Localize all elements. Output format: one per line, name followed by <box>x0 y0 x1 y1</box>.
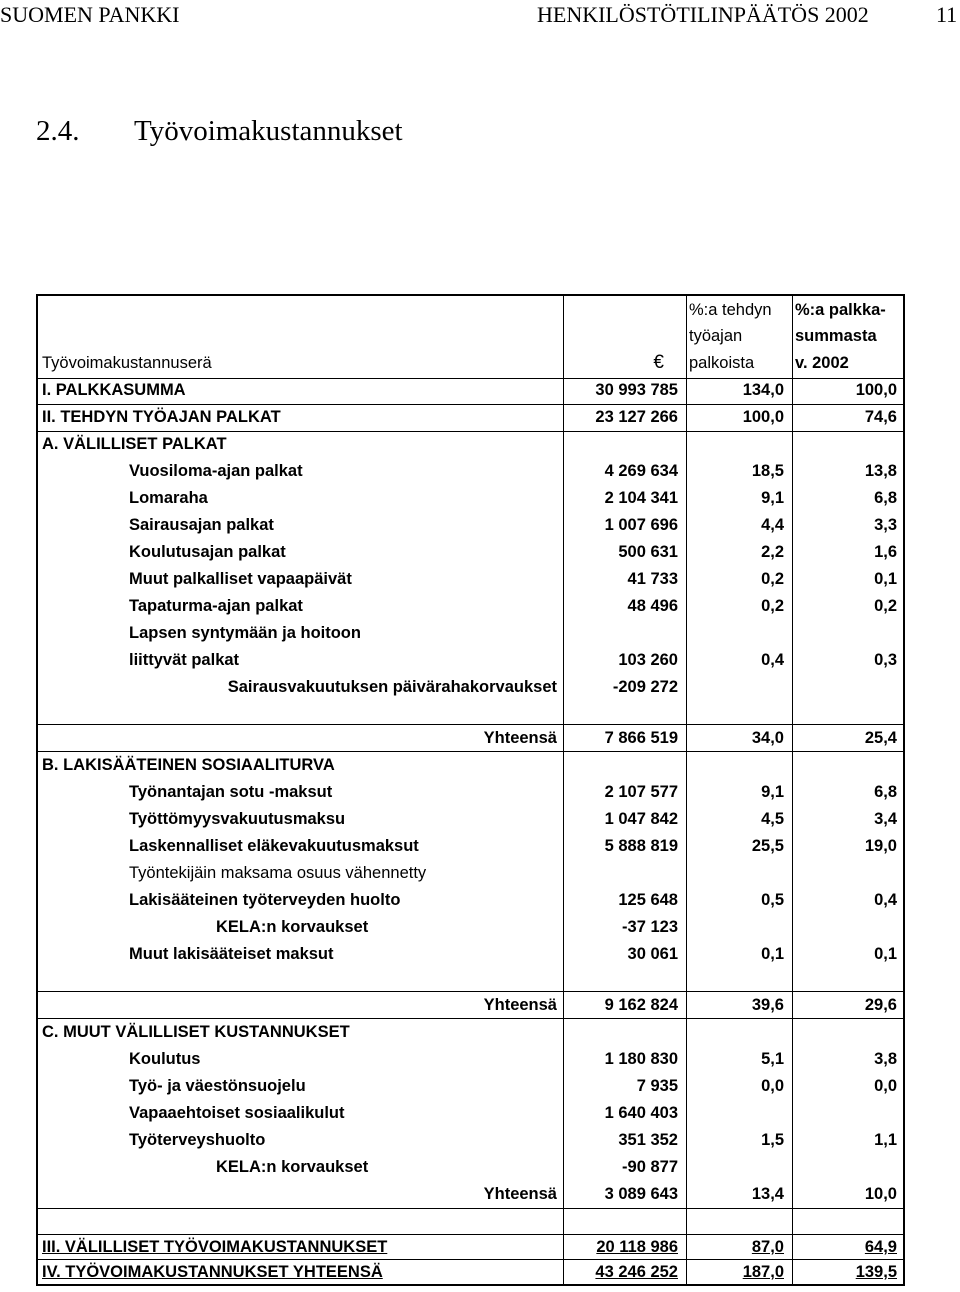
table-row-iii-pct-sum: 64,9 <box>864 1238 897 1256</box>
table-row-a2-pct-work: 9,1 <box>761 489 784 507</box>
table-row-c1-euro: 1 180 830 <box>604 1050 678 1068</box>
row-divider <box>38 1234 905 1235</box>
table-row-a3-pct-work: 4,4 <box>761 516 784 534</box>
table-row-a8-euro: -209 272 <box>612 678 678 696</box>
table-row-a5-label: Muut palkalliset vapaapäivät <box>129 570 352 588</box>
section-a-title: A. VÄLILLISET PALKAT <box>42 435 227 453</box>
row-divider <box>38 1208 905 1209</box>
table-row-b5-label: Lakisääteinen työterveyden huolto <box>129 891 401 909</box>
col-divider-3 <box>792 296 793 1284</box>
table-row-c4-pct-work: 1,5 <box>761 1131 784 1149</box>
table-row-b6-euro: -37 123 <box>622 918 678 936</box>
table-row-b1-pct-work: 9,1 <box>761 783 784 801</box>
table-row-b2-label: Työttömyysvakuutusmaksu <box>129 810 346 828</box>
table-row-a_total-pct-work: 34,0 <box>751 729 784 747</box>
table-row-c1-label: Koulutus <box>129 1050 201 1068</box>
table-row-b5-pct-sum: 0,4 <box>874 891 897 909</box>
table-row-b7-pct-sum: 0,1 <box>874 945 897 963</box>
table-row-a3-euro: 1 007 696 <box>604 516 678 534</box>
pct-sum-header-line1: %:a palkka- <box>795 301 886 319</box>
table-row-c5-euro: -90 877 <box>622 1158 678 1176</box>
table-row-c4-euro: 351 352 <box>618 1131 678 1149</box>
labour-cost-table <box>36 294 905 1286</box>
table-row-a5-pct-work: 0,2 <box>761 570 784 588</box>
table-row-a_total-euro: 7 866 519 <box>604 729 678 747</box>
table-row-a7-pct-work: 0,4 <box>761 651 784 669</box>
row-divider <box>38 1018 905 1019</box>
table-row-c1-pct-sum: 3,8 <box>874 1050 897 1068</box>
table-row-b_total-label: Yhteensä <box>483 996 557 1014</box>
section-b-title: B. LAKISÄÄTEINEN SOSIAALITURVA <box>42 756 335 774</box>
table-row-a2-label: Lomaraha <box>129 489 208 507</box>
table-row-c1-pct-work: 5,1 <box>761 1050 784 1068</box>
table-row-b3-pct-work: 25,5 <box>751 837 784 855</box>
euro-column-header: € <box>653 352 664 373</box>
table-row-iii-pct-work: 87,0 <box>751 1238 784 1256</box>
col-divider-1 <box>563 296 564 1284</box>
pct-sum-header-line2: summasta <box>795 327 877 345</box>
table-row-a7-label: liittyvät palkat <box>129 651 240 669</box>
item-column-header: Työvoimakustannuserä <box>42 354 212 372</box>
row-divider <box>38 404 905 405</box>
table-row-c3-label: Vapaaehtoiset sosiaalikulut <box>129 1104 345 1122</box>
col-divider-2 <box>686 296 687 1284</box>
section-number: 2.4. <box>36 115 80 147</box>
pct-work-header-line2: työajan <box>689 327 743 345</box>
table-row-b3-pct-sum: 19,0 <box>864 837 897 855</box>
table-row-a6-pct-work: 0,2 <box>761 597 784 615</box>
section-b-note: Työntekijäin maksama osuus vähennetty <box>129 864 427 882</box>
table-row-a1-pct-work: 18,5 <box>751 462 784 480</box>
table-row-a7-euro: 103 260 <box>618 651 678 669</box>
table-row-palkkasumma-pct-work: 134,0 <box>742 381 784 399</box>
table-row-b7-euro: 30 061 <box>627 945 678 963</box>
table-row-tehdyn-pct-sum: 74,6 <box>864 408 897 426</box>
table-row-iv-label: IV. TYÖVOIMAKUSTANNUKSET YHTEENSÄ <box>42 1263 383 1281</box>
table-row-palkkasumma-label: I. PALKKASUMMA <box>42 381 186 399</box>
table-row-a6-label: Tapaturma-ajan palkat <box>129 597 303 615</box>
table-row-iv-pct-sum: 139,5 <box>855 1263 897 1281</box>
table-row-b1-pct-sum: 6,8 <box>874 783 897 801</box>
table-row-a5-pct-sum: 0,1 <box>874 570 897 588</box>
row-divider <box>38 378 905 379</box>
pct-sum-header-line3: v. 2002 <box>795 354 849 372</box>
section-c-title: C. MUUT VÄLILLISET KUSTANNUKSET <box>42 1023 350 1041</box>
table-row-b_total-pct-sum: 29,6 <box>864 996 897 1014</box>
table-row-a2-euro: 2 104 341 <box>604 489 678 507</box>
table-row-b2-euro: 1 047 842 <box>604 810 678 828</box>
section-name: Työvoimakustannukset <box>134 115 403 147</box>
table-row-c3-euro: 1 640 403 <box>604 1104 678 1122</box>
table-row-b2-pct-work: 4,5 <box>761 810 784 828</box>
table-row-b_total-pct-work: 39,6 <box>751 996 784 1014</box>
table-row-a1-pct-sum: 13,8 <box>864 462 897 480</box>
table-row-b3-label: Laskennalliset eläkevakuutusmaksut <box>129 837 419 855</box>
table-row-c4-pct-sum: 1,1 <box>874 1131 897 1149</box>
table-row-c2-label: Työ- ja väestönsuojelu <box>129 1077 306 1095</box>
header-bank-name: SUOMEN PANKKI <box>0 2 180 27</box>
table-row-a1-euro: 4 269 634 <box>604 462 678 480</box>
table-row-iii-label: III. VÄLILLISET TYÖVOIMAKUSTANNUKSET <box>42 1238 388 1256</box>
table-row-a4-pct-sum: 1,6 <box>874 543 897 561</box>
table-row-tehdyn-label: II. TEHDYN TYÖAJAN PALKAT <box>42 408 281 426</box>
table-row-tehdyn-euro: 23 127 266 <box>595 408 678 426</box>
table-row-a6-euro: 48 496 <box>627 597 678 615</box>
table-row-a1-label: Vuosiloma-ajan palkat <box>129 462 303 480</box>
section-title <box>36 115 403 148</box>
header-page-number: 11 <box>936 2 958 27</box>
row-divider <box>38 991 905 992</box>
table-row-c_total-euro: 3 089 643 <box>604 1185 678 1203</box>
table-row-b3-euro: 5 888 819 <box>604 837 678 855</box>
table-row-b2-pct-sum: 3,4 <box>874 810 897 828</box>
row-divider <box>38 431 905 432</box>
row-divider <box>38 724 905 725</box>
table-row-c2-pct-sum: 0,0 <box>874 1077 897 1095</box>
table-row-iii-euro: 20 118 986 <box>596 1238 678 1256</box>
table-row-a4-euro: 500 631 <box>618 543 678 561</box>
table-row-c2-pct-work: 0,0 <box>761 1077 784 1095</box>
table-row-a3-label: Sairausajan palkat <box>129 516 274 534</box>
table-row-a4-pct-work: 2,2 <box>761 543 784 561</box>
table-row-c_total-pct-work: 13,4 <box>751 1185 784 1203</box>
table-row-a7-pct-sum: 0,3 <box>874 651 897 669</box>
table-row-a5-euro: 41 733 <box>627 570 678 588</box>
table-row-b5-euro: 125 648 <box>618 891 678 909</box>
row-divider <box>38 1259 905 1260</box>
table-row-a3-pct-sum: 3,3 <box>874 516 897 534</box>
table-row-b1-label: Työnantajan sotu -maksut <box>129 783 333 801</box>
table-row-a4-label: Koulutusajan palkat <box>129 543 286 561</box>
table-row-b5-pct-work: 0,5 <box>761 891 784 909</box>
table-row-palkkasumma-pct-sum: 100,0 <box>855 381 897 399</box>
table-row-a_total-label: Yhteensä <box>483 729 557 747</box>
table-row-b7-pct-work: 0,1 <box>761 945 784 963</box>
table-row-palkkasumma-euro: 30 993 785 <box>595 381 678 399</box>
row-divider <box>38 751 905 752</box>
pct-work-header-line1: %:a tehdyn <box>689 301 772 319</box>
table-row-iv-euro: 43 246 252 <box>595 1263 678 1281</box>
table-row-c2-euro: 7 935 <box>636 1077 678 1095</box>
table-row-a6-pct-sum: 0,2 <box>874 597 897 615</box>
table-row-iv-pct-work: 187,0 <box>742 1263 784 1281</box>
table-row-c_total-label: Yhteensä <box>483 1185 557 1203</box>
table-row-c5-label: KELA:n korvaukset <box>216 1158 369 1176</box>
table-row-b6-label: KELA:n korvaukset <box>216 918 369 936</box>
table-row-b_total-euro: 9 162 824 <box>604 996 678 1014</box>
table-row-a7-label-line1: Lapsen syntymään ja hoitoon <box>129 624 361 642</box>
table-row-c_total-pct-sum: 10,0 <box>864 1185 897 1203</box>
table-row-tehdyn-pct-work: 100,0 <box>742 408 784 426</box>
table-row-a_total-pct-sum: 25,4 <box>864 729 897 747</box>
table-row-a8-label: Sairausvakuutuksen päivärahakorvaukset <box>227 678 557 696</box>
header-report-title: HENKILÖSTÖTILINPÄÄTÖS 2002 <box>537 2 869 27</box>
table-row-a2-pct-sum: 6,8 <box>874 489 897 507</box>
table-row-c4-label: Työterveyshuolto <box>129 1131 266 1149</box>
table-row-b7-label: Muut lakisääteiset maksut <box>129 945 334 963</box>
pct-work-header-line3: palkoista <box>689 354 755 372</box>
table-row-b1-euro: 2 107 577 <box>604 783 678 801</box>
